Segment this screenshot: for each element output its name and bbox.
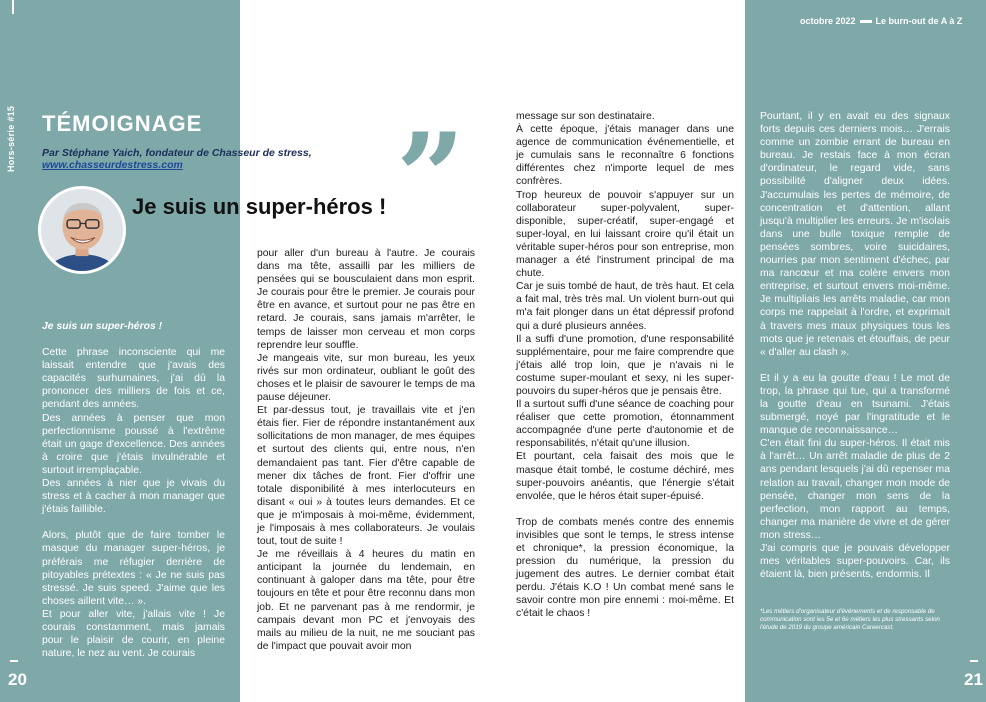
- paragraph: Trop de combats menés contre des ennemis invisibles que sont le temps, le stress intense et chronique*, la pression économique, la pression du numérique, la pression du jugement des autres. Le dernier combat était perdu. J'étais K.O ! Un combat mené sans le savoir contre mon pire ennemi : moi-même. Et c'était le chaos !: [516, 516, 734, 620]
- paragraph: Il a suffi d'une promotion, d'une responsabilité supplémentaire, pour me faire comprendre que j'étais allé trop loin, que je n'avais ni le costume super-moulant et sexy, ni les super-pouvoirs du super-héros que je pensais être.: [516, 333, 734, 397]
- paragraph: Trop heureux de pouvoir s'appuyer sur un collaborateur super-polyvalent, super-disponible, super-créatif, super-engagé et super-loyal, en lui laissant croire qu'il était un véritable super-héros pour son entreprise, mon manager a été l'instrument principal de ma chute.: [516, 189, 734, 280]
- paragraph: message sur son destinataire.: [516, 111, 655, 122]
- author-avatar: [38, 186, 126, 274]
- paragraph: C'en était fini du super-héros. Il était mis à l'arrêt… Un arrêt maladie de plus de 2 ans pendant lesquels j'ai dû repenser ma relation au travail, changer mon mode de pensée, changer mon sens de la perfection, mon rapport au temps, changer ma manière de vivre et de gérer mon stress…: [760, 438, 950, 541]
- page-number-tick-left: [10, 660, 18, 662]
- paragraph: pour aller d'un bureau à l'autre. Je courais dans ma tête, assailli par les milliers de pensées qui se bousculaient dans mon esprit. Je courais pour être le premier. Je courais pour être en avance, et surtout pour ne pas être en retard. Je courais, sans jamais m'arrêter, le temps de laisser mon cerveau et mon corps reprendre leur souffle.: [257, 248, 475, 351]
- paragraph: À cette époque, j'étais manager dans une agence de communication événementielle, et je cumulais sans le reconnaître 6 fonctions différentes chez n'importe lequel de mes confrères.: [516, 124, 734, 188]
- article-headline: Je suis un super-héros !: [132, 194, 387, 219]
- intro-line: Je suis un super-héros !: [42, 321, 163, 332]
- text-column-1: [42, 320, 225, 660]
- paragraph: Il a surtout suffi d'une séance de coaching pour réaliser que cette promotion, étonnamment accompagnée d'une perte d'autonomie et de responsabilités, n'était qu'une illusion.: [516, 399, 734, 450]
- paragraph: Je me réveillais à 4 heures du matin en anticipant la journée du lendemain, en continuant à galoper dans ma tête, pour être toujours en tête et pour être reconnu dans mon job. Et ne parvenant pas à me rendormir, je campais devant mon PC et j'envoyais des mails au milieu de la nuit, ne me souciant pas de l'impact que pouvait avoir mon: [257, 549, 475, 652]
- byline-name: Stéphane Yaich: [61, 147, 140, 159]
- paragraph: Je mangeais vite, sur mon bureau, les yeux rivés sur mon ordinateur, oubliant le goût des choses et le plaisir de savourer le temps de ma pause déjeuner.: [257, 352, 475, 404]
- paragraph: Et par-dessus tout, je travaillais vite et j'en étais fier. Fier de répondre instantanément aux sollicitations de mon manager, de mes équipes et surtout des clients qui, entre nous, n'en demandaient pas tant. Fier d'être capable de mener dix tâches de front. Fier d'offrir une totale disponibilité à mes interlocuteurs en disant « oui » à toutes leurs demandes. Et ce que je m'imposais à moi-même, évidemment, je l'imposais à mes collaborateurs. Je voulais tout, tout de suite !: [257, 405, 475, 548]
- paragraph: Et il y a eu la goutte d'eau ! Le mot de trop, la phrase qui tue, qui a transformé la goutte d'eau en tsunami. J'étais submergé, noyé par l'ingratitude et le manque de reconnaissance…: [760, 372, 950, 437]
- side-tick: [12, 0, 14, 14]
- page-number-tick-right: [970, 660, 978, 662]
- page-number-right: 21: [964, 670, 983, 689]
- paragraph: Et pour aller vite, j'allais vite ! Je courais constamment, mais jamais pour le plaisir de courir, en pleine nature, le nez au vent. Je courais: [42, 608, 225, 660]
- paragraph: J'ai compris que je pouvais développer mes véritables super-pouvoirs. Car, ils étaient là, bien présents, endormis. Il: [760, 543, 950, 581]
- footnote: *Les métiers d'organisateur d'événements et de responsable de communication sont les 5e et 6e métiers les plus stressants selon l'étude de 2019 du groupe américain Careercast.: [760, 608, 940, 631]
- paragraph: Car je suis tombé de haut, de très haut. Et cela a fait mal, très très mal. Un violent burn-out qui m'a fait plonger dans un état dépressif profond qui a duré plusieurs années.: [516, 281, 734, 332]
- author-website-link[interactable]: www.chasseurdestress.com: [42, 159, 183, 171]
- paragraph: Pourtant, il y en avait eu des signaux forts depuis ces derniers mois… J'errais comme un zombie errant de bureau en bureau. Je restais face à mon écran d'ordinateur, le regard vide, sans possibilité d'aligner deux idées. J'accumulais les pertes de mémoire, de concentration et d'attention, allant jusqu'à multiplier les erreurs. Je m'isolais dans une bulle toxique remplie de pensées sombres, voire suicidaires, nourries par mon sentiment d'échec, par ma rancœur et ma colère envers mon entreprise, et surtout envers moi-même. Je multipliais les arrêts maladie, car mon corps me rappelait à l'ordre, et exprimait à travers mes maux physiques tous les mots que je retenais et étouffais, de peur « d'aller au clash ».: [760, 111, 950, 358]
- byline-prefix: Par: [42, 147, 62, 159]
- running-header: [800, 16, 962, 26]
- avatar-illustration: [41, 189, 123, 271]
- side-label: [6, 92, 20, 172]
- paragraph: Et pourtant, cela faisait des mois que le masque était tombé, le costume déchiré, mes super-pouvoirs anéantis, que l'énergie s'était envolée, que le héros était super-épuisé.: [516, 451, 734, 502]
- text-column-2: [257, 247, 475, 653]
- side-label-text: Hors-série #15: [6, 105, 16, 172]
- byline-rest: , fondateur de Chasseur de stress,: [139, 147, 312, 159]
- byline: [42, 147, 342, 171]
- header-date: octobre 2022: [800, 16, 856, 26]
- paragraph: Alors, plutôt que de faire tomber le masque du manager super-héros, je préférais me réfugier derrière de pitoyables prétextes : « Je ne suis pas stressé. Je suis speed. J'aime que les choses aillent vite… ».: [42, 530, 225, 607]
- paragraph: Des années à nier que je vivais du stress et à cacher à mon manager que j'étais faillible.: [42, 478, 225, 516]
- paragraph: Des années à penser que mon perfectionnisme poussé à l'extrême était un gage d'excellence. Des années à croire que j'étais invulnérable et surtout irremplaçable.: [42, 412, 225, 476]
- text-column-4: [760, 110, 950, 581]
- text-column-3: [516, 110, 734, 621]
- paragraph: Cette phrase inconsciente qui me laissait entendre que j'avais des capacités surhumaines, j'ai dû la prononcer des milliers de fois et ce, pendant des années.: [42, 347, 225, 411]
- section-title: TÉMOIGNAGE: [42, 111, 203, 136]
- header-title: Le burn-out de A à Z: [875, 16, 963, 26]
- header-dash: [860, 20, 872, 23]
- page-number-left: 20: [8, 670, 27, 689]
- closing-quote-icon: ”: [396, 107, 466, 248]
